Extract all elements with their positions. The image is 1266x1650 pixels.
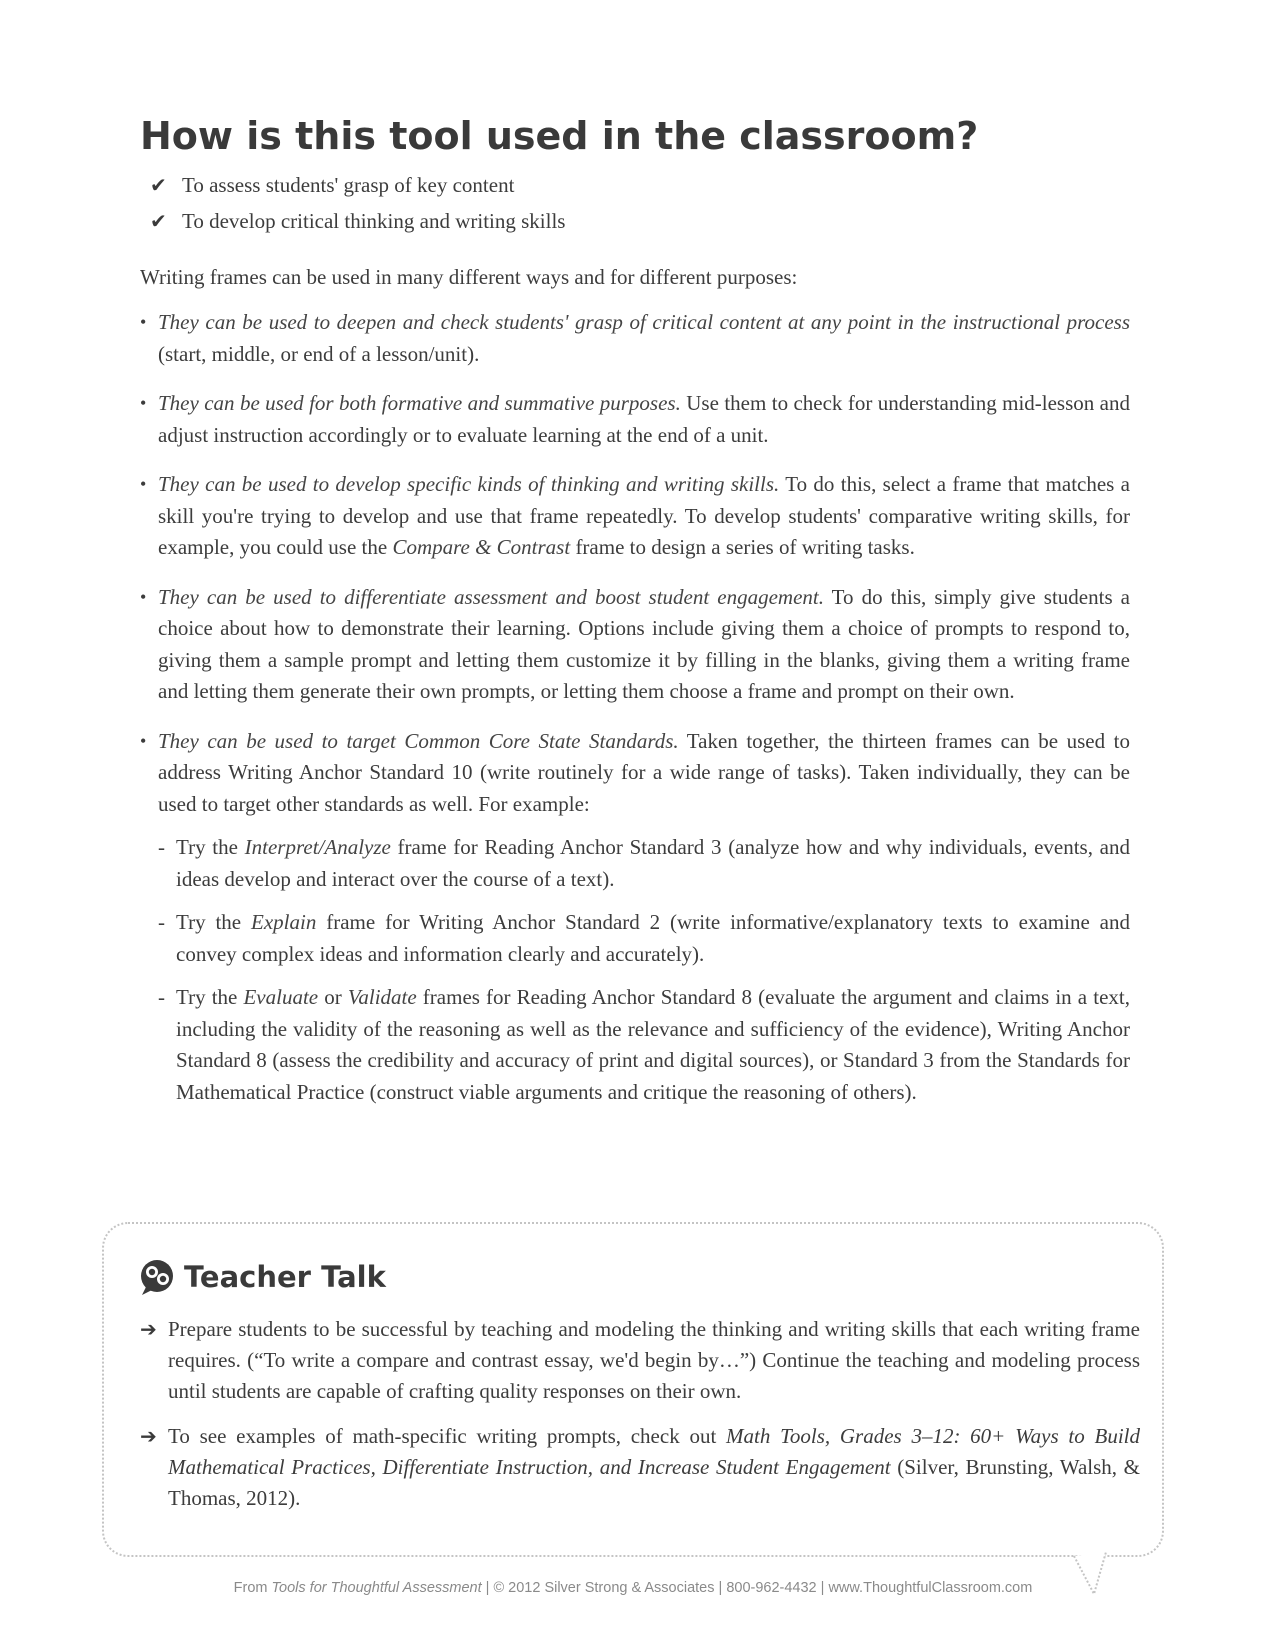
usage-item: • They can be used to deepen and check students' grasp of critical content at any point in the instructional process (start, middle, or end of a lesson/unit).: [140, 307, 1130, 370]
usage-item: • They can be used for both formative and summative purposes. Use them to check for understanding mid-lesson and adjust instruction accordingly or to evaluate learning at the end of a unit.: [140, 388, 1130, 451]
teacher-talk-title: Teacher Talk: [184, 1260, 386, 1294]
teacher-talk-item: ➔ To see examples of math-specific writing prompts, check out Math Tools, Grades 3–12: 60+ Ways to Build Mathematical Practices, Differentiate Instruction, and Increase Student Engagement (Silver, Brunsting, Walsh, & Thomas, 2012).: [140, 1421, 1140, 1514]
usage-item: • They can be used to target Common Core State Standards. Taken together, the thirteen frames can be used to address Writing Anchor Standard 10 (write routinely for a wide range of tasks). Taken individually, they can be used to target other standards as well. For example: - Try the Interpret/Analyze frame for Reading Anchor Standard 3 (analyze how and why individuals, events, and ideas develop and interact over the course of a text). - Try the Explain frame for Writing Anchor Standard 2 (write informative/explanatory texts to examine and convey complex ideas and information clearly and accurately). - Try the Evaluate or Validate frames for Reading Anchor Standard 8 (evaluate the argument and claims in a text, including the validity of the reasoning as well as the relevance and sufficiency of the evidence), Writing Anchor Standard 8 (assess the credibility and accuracy of print and digital sources), or Standard 3 from the Standards for Mathematical Practice (construct viable arguments and critique the reasoning of others).: [140, 726, 1130, 1109]
standards-examples: [158, 832, 1130, 1108]
checkmark-icon: ✔: [150, 173, 167, 197]
checklist-item: ✔ To develop critical thinking and writing skills: [150, 203, 565, 239]
usage-item: • They can be used to differentiate assessment and boost student engagement. To do this, simply give students a choice about how to demonstrate their learning. Options include giving them a choice of prompts to respond to, giving them a sample prompt and letting them customize it by filling in the blanks, giving them a writing frame and letting them generate their own prompts, or letting them choose a frame and prompt on their own.: [140, 582, 1130, 708]
bullet-icon: •: [140, 586, 147, 607]
teacher-talk-item: ➔ Prepare students to be successful by teaching and modeling the thinking and writing skills that each writing frame requires. (“To write a compare and contrast essay, we'd begin by…”) Continue the teaching and modeling process until students are capable of crafting quality responses on their own.: [140, 1314, 1140, 1407]
bullet-icon: •: [140, 393, 147, 413]
standards-example: - Try the Explain frame for Writing Anchor Standard 2 (write informative/explanatory texts to examine and convey complex ideas and information clearly and accurately).: [158, 907, 1130, 970]
checklist-item: ✔ To assess students' grasp of key content: [150, 167, 565, 203]
standards-example: - Try the Evaluate or Validate frames for Reading Anchor Standard 8 (evaluate the argument and claims in a text, including the validity of the reasoning as well as the relevance and sufficiency of the evidence), Writing Anchor Standard 8 (assess the credibility and accuracy of print and digital sources), or Standard 3 from the Standards for Mathematical Practice (construct viable arguments and critique the reasoning of others).: [158, 982, 1130, 1108]
dash-marker: -: [158, 835, 165, 859]
page-footer: From Tools for Thoughtful Assessment | © 2012 Silver Strong & Associates | 800-962-4432 | www.ThoughtfulClassroom.com: [233, 1580, 1033, 1596]
bullet-icon: •: [140, 312, 147, 332]
usage-item: • They can be used to develop specific kinds of thinking and writing skills. To do this, select a frame that matches a skill you're trying to develop and use that frame repeatedly. To develop students' comparative writing skills, for example, you could use the Compare & Contrast frame to design a series of writing tasks.: [140, 469, 1130, 564]
dash-marker: -: [158, 910, 165, 934]
bullet-icon: •: [140, 730, 147, 751]
purpose-checklist: [150, 167, 565, 239]
bullet-icon: •: [140, 474, 147, 494]
checkmark-icon: ✔: [150, 209, 167, 233]
usage-list: [140, 307, 1130, 1126]
arrow-right-icon: ➔: [140, 1317, 157, 1341]
teacher-talk-header: [138, 1255, 386, 1299]
book-title: Tools for Thoughtful Assessment: [271, 1580, 482, 1596]
teacher-talk-list: [140, 1314, 1140, 1528]
dash-marker: -: [158, 985, 165, 1009]
standards-example: - Try the Interpret/Analyze frame for Reading Anchor Standard 3 (analyze how and why individuals, events, and ideas develop and interact over the course of a text).: [158, 832, 1130, 895]
intro-paragraph: Writing frames can be used in many different ways and for different purposes:: [140, 265, 798, 289]
page-heading: How is this tool used in the classroom?: [140, 114, 979, 158]
arrow-right-icon: ➔: [140, 1424, 157, 1448]
speech-bubble-icon: [138, 1257, 178, 1297]
